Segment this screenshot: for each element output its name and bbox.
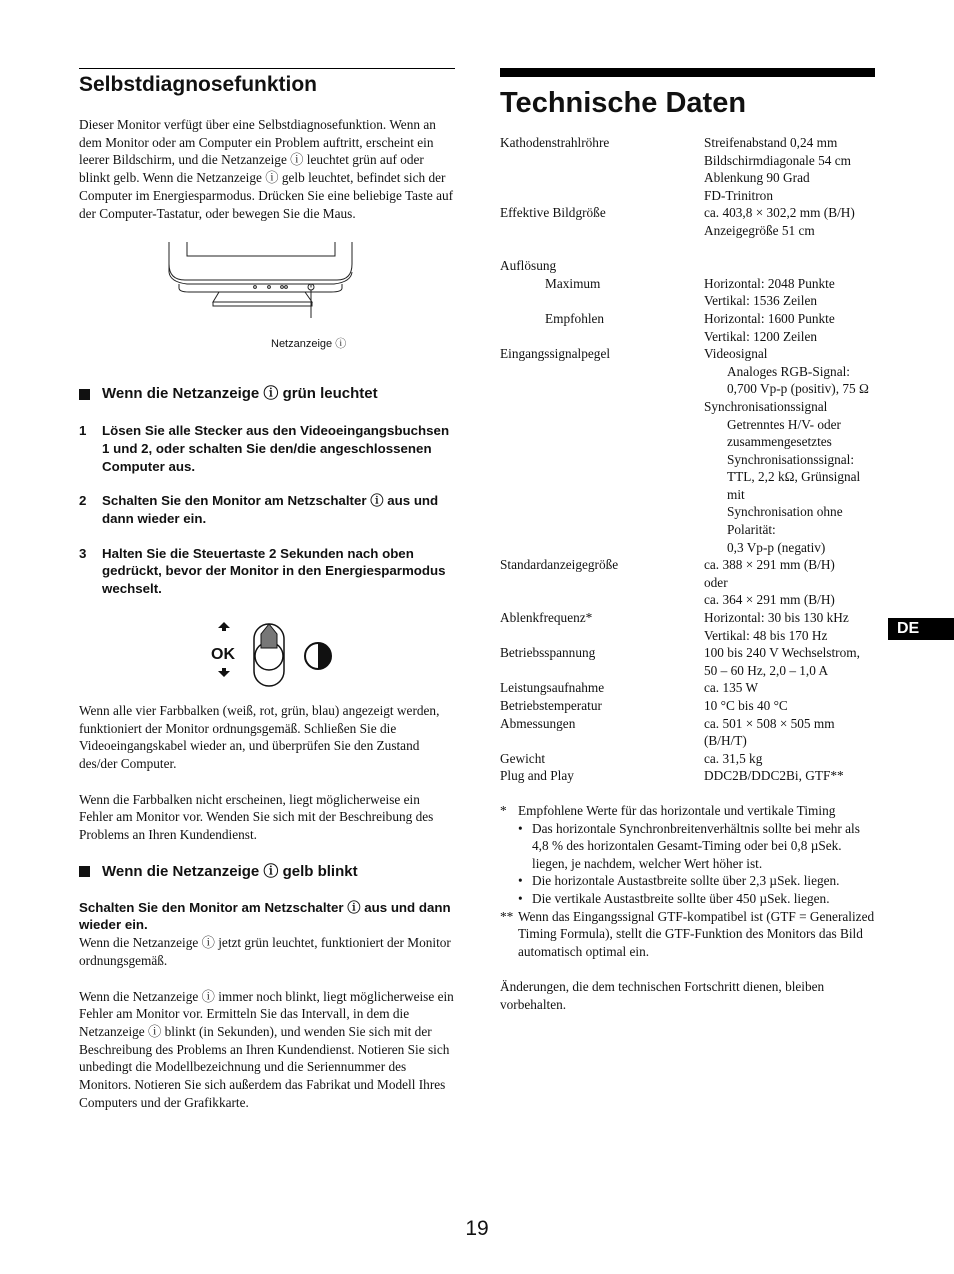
spec-value-line: Synchronisation ohne Polarität: [727,504,843,538]
right-column [500,68,875,1014]
spec-value-line: Getrenntes H/V- oder [727,416,841,432]
yellow-instruction: Schalten Sie den Monitor am Netzschalter ⓘ aus und dann wieder ein. [79,899,451,933]
spec-row [500,644,875,679]
page-number: 19 [465,1217,489,1240]
spec-value [704,134,875,204]
spec-value-line: zusammengesetztes [727,434,832,450]
spacer-cell [704,240,875,258]
spec-value [704,767,875,785]
subheading-yellow-text: Wenn die Netzanzeige ⓘ gelb blinkt [102,862,358,880]
spec-value-line: Analoges RGB-Signal: [727,363,850,379]
spec-value-line: Vertikal: 1200 Zeilen [704,328,817,344]
spec-value-line: 50 – 60 Hz, 2,0 – 1,0 A [704,662,829,678]
step-number: 2 [79,493,87,509]
bullet-marker: • [518,873,523,889]
spec-value-line: ca. 364 × 291 mm (B/H) [704,592,835,608]
spec-value-line: DDC2B/DDC2Bi, GTF** [704,768,844,784]
spec-row [500,767,875,785]
spec-row [500,609,875,644]
footnote-marker: ** [500,908,514,924]
spec-value-line: oder [704,574,728,590]
bullet-item [500,872,875,890]
step-text: Lösen Sie alle Stecker aus den Videoeingangsbuchsen 1 und 2, oder schalten Sie den/die angeschlossenen Computer aus. [102,423,450,474]
spec-value [704,750,875,768]
spec-key: Effektive Bildgröße [500,205,606,221]
step-1 [79,422,455,475]
step-2 [79,492,455,527]
spec-row [500,750,875,768]
spec-key: Auflösung [500,258,557,274]
figure-caption-netzanzeige: Netzanzeige ⓘ [271,338,347,351]
spec-value-line: Bildschirmdiagonale 54 cm [704,152,851,168]
spec-value-line: ca. 135 W [704,680,759,696]
footnote-timing [500,802,875,820]
spec-key: Betriebsspannung [500,645,596,661]
spec-key: Standardanzeigegröße [500,557,619,573]
ok-label: OK [211,645,235,663]
bullet-text: Die vertikale Austastbreite sollte über 450 µSek. liegen. [532,890,830,906]
spec-row [500,257,875,275]
spec-value-line: Synchronisationssignal: [727,451,855,467]
spec-value-line: ca. 388 × 291 mm (B/H) [704,557,835,573]
step-text: Schalten Sie den Monitor am Netzschalter ⓘ aus und dann wieder ein. [102,493,439,527]
changes-note: Änderungen, die dem technischen Fortschritt dienen, bleiben vorbehalten. [500,979,825,1012]
step-3 [79,545,455,598]
spec-row [500,715,875,750]
spec-value [704,345,875,556]
left-column [79,68,455,1112]
spec-key: Empfohlen [545,310,605,326]
spec-value-line: FD-Trinitron [704,187,773,203]
spec-row [500,697,875,715]
intro-paragraph: Dieser Monitor verfügt über eine Selbstdiagnosefunktion. Wenn an dem Monitor oder am Computer ein Problem auftritt, erscheint ein leerer Bildschirm, und die Netzanzeige ⓘ leuchtet grün auf oder blinkt gelb. Wenn die Netzanzeige ⓘ gelb leuchtet, befindet sich der Computer im Energiesparmodus. Drücken Sie eine beliebige Taste auf der Computer-Tastatur, oder bewegen Sie die Maus. [79,117,454,221]
footnote-text: Wenn das Eingangssignal GTF-kompatibel ist (GTF = Generalized Timing Formula), stellt die GTF-Funktion des Monitors das Bild automatisch optimal ein. [518,908,875,959]
spec-value [704,644,875,679]
yellow-paragraph-2: Wenn die Netzanzeige ⓘ immer noch blinkt, liegt möglicherweise ein Fehler am Monitor vor. Ermitteln Sie das Intervall, in dem die Netzanzeige ⓘ blinkt (in Sekunden), und wenden Sie sich mit der Beschreibung des Problems an Ihren Kundendienst. Notieren Sie sich unbedingt die Modellbezeichnung und die Seriennummer des Monitors. Notieren Sie sich außerdem das Fabrikat und Modell Ihres Computers und der Grafikkarte. [79,988,454,1110]
yellow-paragraph-1: Wenn die Netzanzeige ⓘ jetzt grün leuchtet, funktioniert der Monitor ordnungsgemäß. [79,935,451,968]
footnote-marker: * [500,802,507,818]
spec-value-line: ca. 501 × 508 × 505 mm (B/H/T) [704,715,835,749]
spec-row [500,134,875,204]
spec-key: Kathodenstrahlröhre [500,135,610,150]
spec-value-line: 10 °C bis 40 °C [704,698,788,713]
step-text: Halten Sie die Steuertaste 2 Sekunden nach oben gedrückt, bevor der Monitor in den Energiesparmodus wechselt. [102,545,446,597]
bullet-item [500,890,875,908]
spec-key: Leistungsaufnahme [500,680,605,696]
spec-value [704,697,875,715]
bullet-item [500,820,875,873]
monitor-illustration [79,242,455,360]
spec-value-line: Ablenkung 90 Grad [704,170,810,186]
square-bullet-icon [79,389,90,400]
spacer-cell [500,240,704,258]
spec-value-line: Streifenabstand 0,24 mm [704,135,838,150]
spec-key: Maximum [545,275,601,291]
language-tab: DE [888,618,954,640]
spec-value [704,609,875,644]
title-bar [500,68,875,77]
spec-row [500,556,875,609]
spec-value [704,715,875,750]
spec-value [704,556,875,609]
up-arrow-icon [218,622,230,631]
down-arrow-icon [218,668,230,677]
subheading-green [79,385,455,403]
spec-row [500,204,875,239]
spec-key: Betriebstemperatur [500,698,602,713]
spec-row [500,345,875,556]
bullet-marker: • [518,890,523,906]
spec-value-line: ca. 31,5 kg [704,750,763,766]
spec-value [704,257,875,275]
footnote-text: Empfohlene Werte für das horizontale und vertikale Timing [518,802,836,818]
spec-spacer [500,240,875,258]
control-illustration [79,612,455,692]
spec-value-line: Horizontal: 1600 Punkte [704,310,835,326]
step-number: 3 [79,545,87,561]
green-paragraph-2: Wenn die Farbbalken nicht erscheinen, liegt möglicherweise ein Fehler am Monitor vor. Wenden Sie sich mit der Beschreibung des Problems an Ihren Kundendienst. [79,791,434,843]
control-button-figure [79,612,455,692]
spec-value [704,275,875,310]
spec-row [500,275,875,310]
green-paragraph-1: Wenn alle vier Farbbalken (weiß, rot, grün, blau) angezeigt werden, funktioniert der Monitor ordnungsgemäß. Schließen Sie die Videoeingangskabel wieder an, und überprüfen Sie den Zustand des/der Computer. [79,702,440,771]
spec-value-line: Vertikal: 1536 Zeilen [704,293,817,309]
spec-value-line: Anzeigegröße 51 cm [704,222,815,238]
spec-value [704,310,875,345]
subheading-green-text: Wenn die Netzanzeige ⓘ grün leuchtet [102,385,378,403]
spec-table [500,134,875,785]
spec-value-line: 100 bis 240 V Wechselstrom, [704,645,860,661]
square-bullet-icon [79,866,90,877]
spec-value-line: Vertikal: 48 bis 170 Hz [704,627,828,643]
spec-value-line: 0,700 Vp-p (positiv), 75 Ω [727,381,869,397]
step-number: 1 [79,423,87,439]
page-title: Technische Daten [500,87,747,119]
spec-row [500,679,875,697]
spec-value-line [704,257,875,275]
spec-key: Abmessungen [500,715,576,731]
bullet-text: Das horizontale Synchronbreitenverhältnis sollte bei mehr als 4,8 % des horizontalen Gesamt-Timing oder bei 0,8 µSek. liegen, je nachdem, welcher Wert höher ist. [532,820,860,871]
spec-value-line: ca. 403,8 × 302,2 mm (B/H) [704,205,855,221]
spec-key: Ablenkfrequenz* [500,610,593,626]
bullet-marker: • [518,820,523,836]
spec-value-line: Horizontal: 2048 Punkte [704,275,835,291]
spec-value-line: 0,3 Vp-p (negativ) [727,539,826,555]
footnote-gtf [500,908,875,961]
monitor-front-figure [79,242,455,360]
spec-value [704,679,875,697]
spec-value [704,204,875,239]
spec-key: Eingangssignalpegel [500,346,611,362]
spec-value-line: TTL, 2,2 kΩ, Grünsignal mit [727,469,861,502]
bullet-text: Die horizontale Austastbreite sollte über 2,3 µSek. liegen. [532,873,840,889]
spec-value-line: Videosignal [704,346,768,362]
section-rule [79,68,455,69]
spec-value-line: Horizontal: 30 bis 130 kHz [704,610,849,626]
spec-row [500,310,875,345]
spec-key: Plug and Play [500,768,574,784]
spec-key: Gewicht [500,750,546,766]
spec-value-line: Synchronisationssignal [704,398,828,414]
footnotes [500,802,875,1014]
subheading-yellow [79,863,455,881]
section-heading-selbstdiagnose: Selbstdiagnosefunktion [79,73,318,96]
